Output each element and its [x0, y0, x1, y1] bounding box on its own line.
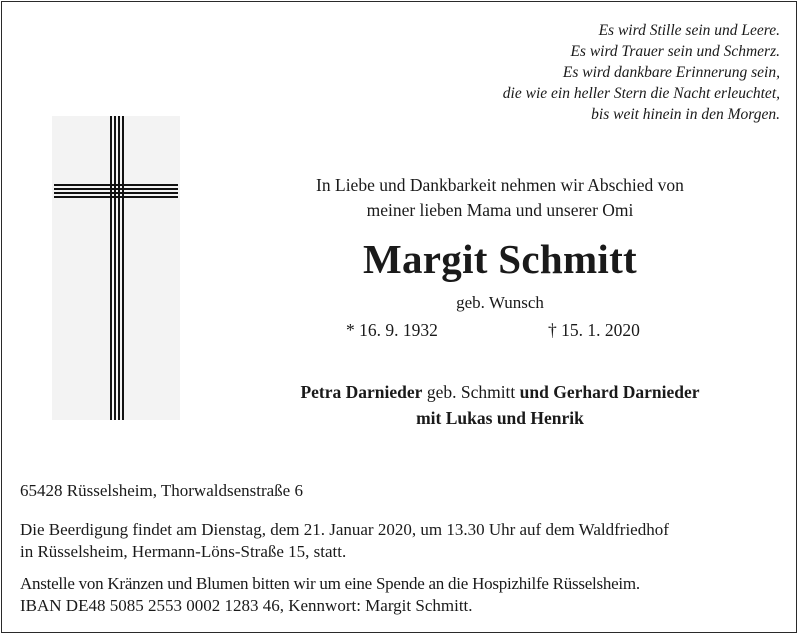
donation-line: Anstelle von Kränzen und Blumen bitten wir um eine Spende an die Hospizhilfe Rüsselsheim. — [20, 574, 640, 593]
maiden-name: geb. Wunsch — [456, 293, 544, 312]
birth-date: * 16. 9. 1932 — [346, 320, 438, 340]
poem — [503, 20, 780, 125]
death-date: † 15. 1. 2020 — [548, 320, 640, 340]
intro-text — [240, 173, 760, 223]
mourner-name: Petra Darnieder — [300, 382, 423, 402]
intro-line: In Liebe und Dankbarkeit nehmen wir Abschied von — [316, 175, 684, 195]
poem-line: Es wird Stille sein und Leere. — [598, 22, 780, 39]
address: 65428 Rüsselsheim, Thorwaldsenstraße 6 — [20, 481, 303, 500]
donation-info — [20, 573, 640, 617]
poem-line: Es wird dankbare Erinnerung sein, — [562, 64, 780, 81]
mourners — [240, 379, 760, 431]
mourner-maiden: geb. Schmitt — [422, 382, 520, 402]
donation-line: IBAN DE48 5085 2553 0002 1283 46, Kennwort: Margit Schmitt. — [20, 596, 473, 615]
mourner-name: und Gerhard Darnieder — [519, 382, 700, 402]
poem-line: die wie ein heller Stern die Nacht erleuchtet, — [502, 85, 780, 102]
poem-line: Es wird Trauer sein und Schmerz. — [570, 43, 780, 60]
mourners-line — [240, 379, 760, 405]
poem-line: bis weit hinein in den Morgen. — [591, 106, 780, 123]
funeral-info — [20, 519, 669, 563]
intro-line: meiner lieben Mama und unserer Omi — [366, 200, 634, 220]
mourners-line: mit Lukas und Henrik — [416, 408, 584, 428]
cross-icon — [52, 116, 180, 420]
funeral-line: in Rüsselsheim, Hermann-Löns-Straße 15, statt. — [20, 542, 347, 561]
funeral-line: Die Beerdigung findet am Dienstag, dem 21. Januar 2020, um 13.30 Uhr auf dem Waldfriedhof — [20, 520, 669, 539]
deceased-name: Margit Schmitt — [362, 236, 638, 282]
